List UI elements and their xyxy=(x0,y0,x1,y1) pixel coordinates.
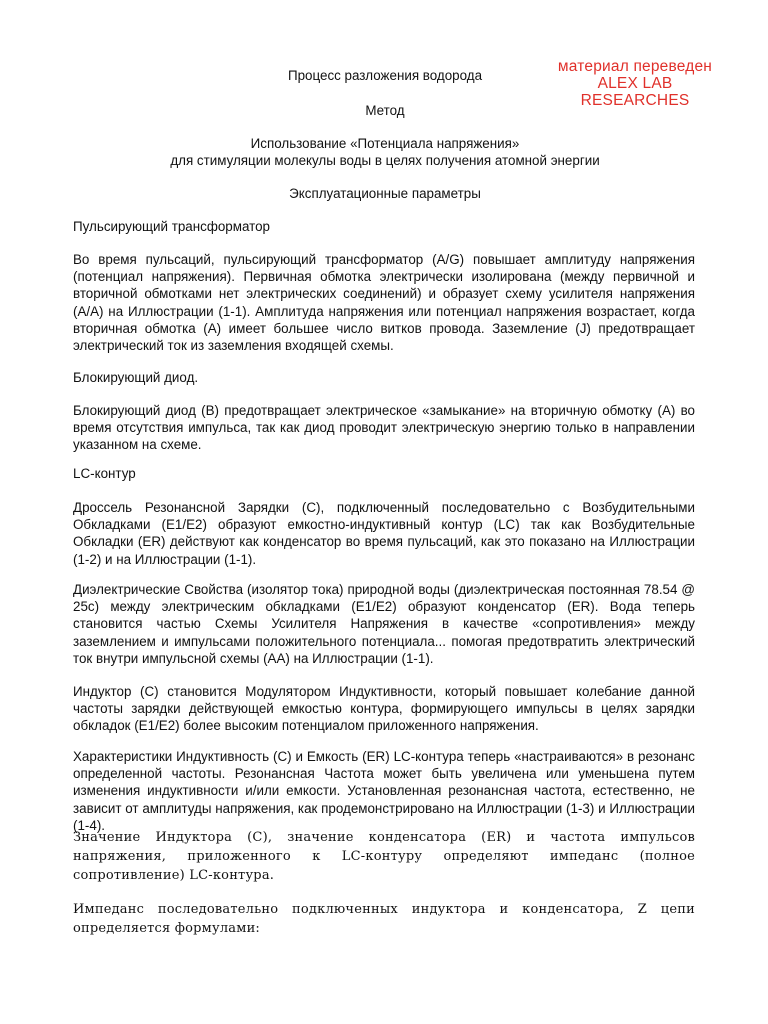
stamp-line-2: ALEX LAB xyxy=(597,75,673,92)
subtitle-line-2: для стимуляции молекулы воды в целях получения атомной энергии xyxy=(170,153,600,168)
stamp-line-3: RESEARCHES xyxy=(580,92,690,109)
diode-paragraph: Блокирующий диод (B) предотвращает электрическое «замыкание» на вторичную обмотку (A) во время отсутствия импульса, так как диод проводит электрическую энергию только в направлении указанном на схеме. xyxy=(73,403,695,453)
lc-paragraph-1: Дроссель Резонансной Зарядки (C), подключенный последовательно с Возбудительными Обкладками (E1/E2) образуют емкостно-индуктивный контур (LC) так как Возбудительные Обкладки (ER) действуют как конденсатор во время пульсаций, как это показано на Иллюстрации (1-2) и на Иллюстрации (1-1). xyxy=(73,500,695,567)
diode-heading: Блокирующий диод. xyxy=(73,370,199,385)
stamp-line-1: материал переведен xyxy=(557,58,713,75)
lc-paragraph-3: Индуктор (C) становится Модулятором Индуктивности, который повышает колебание данной частоты зарядки действующей емкостью контура, формирующего импульсы в целях зарядки обкладок (E1/E2) более высоким потенциалом приложенного напряжения. xyxy=(73,684,695,734)
transformer-paragraph: Во время пульсаций, пульсирующий трансформатор (A/G) повышает амплитуду напряжения (потенциал напряжения). Первичная обмотка электрически изолирована (между первичной и вторичной обмотками нет электрических соединений) и образует схему усилителя напряжения (A/A) на Иллюстрации (1-1). Амплитуда напряжения или потенциал напряжения возрастает, когда вторичная обмотка (A) имеет большее число витков провода. Заземление (J) предотвращает электрический ток из заземления входящей схемы. xyxy=(73,252,695,354)
lc-heading: LC-контур xyxy=(73,466,136,481)
transformer-heading: Пульсирующий трансформатор xyxy=(73,219,270,234)
lc-paragraph-4: Характеристики Индуктивность (C) и Емкость (ER) LC-контура теперь «настраиваются» в резонанс определенной частоты. Резонансная Частота может быть увеличена или уменьшена путем изменения индуктивности и/или емкости. Установленная резонансная частота, естественно, не зависит от амплитуды напряжения, как продемонстрировано на Иллюстрации (1-3) и Иллюстрации (1-4). xyxy=(73,749,695,833)
subtitle-line-1: Использование «Потенциала напряжения» xyxy=(250,136,520,151)
lc-paragraph-5: Значение Индуктора (C), значение конденсатора (ER) и частота импульсов напряжения, приложенного к LC-контуру определяют импеданс (полное сопротивление) LC-контура. xyxy=(73,830,695,883)
lc-paragraph-6: Импеданс последовательно подключенных индуктора и конденсатора, Z цепи определяется формулами: xyxy=(73,902,695,936)
lc-paragraph-2: Диэлектрические Свойства (изолятор тока) природной воды (диэлектрическая постоянная 78.54 @ 25c) между электрическим обкладками (E1/E2) образуют конденсатор (ER). Вода теперь становится частью Схемы Усилителя Напряжения в качестве «сопротивления» между заземлением и импульсами положительного потенциала... помогая предотвратить электрический ток внутри импульсной схемы (AA) на Иллюстрации (1-1). xyxy=(73,582,695,666)
method-label: Метод xyxy=(365,103,405,118)
section-title: Эксплуатационные параметры xyxy=(289,186,481,201)
document-title: Процесс разложения водорода xyxy=(287,68,483,83)
